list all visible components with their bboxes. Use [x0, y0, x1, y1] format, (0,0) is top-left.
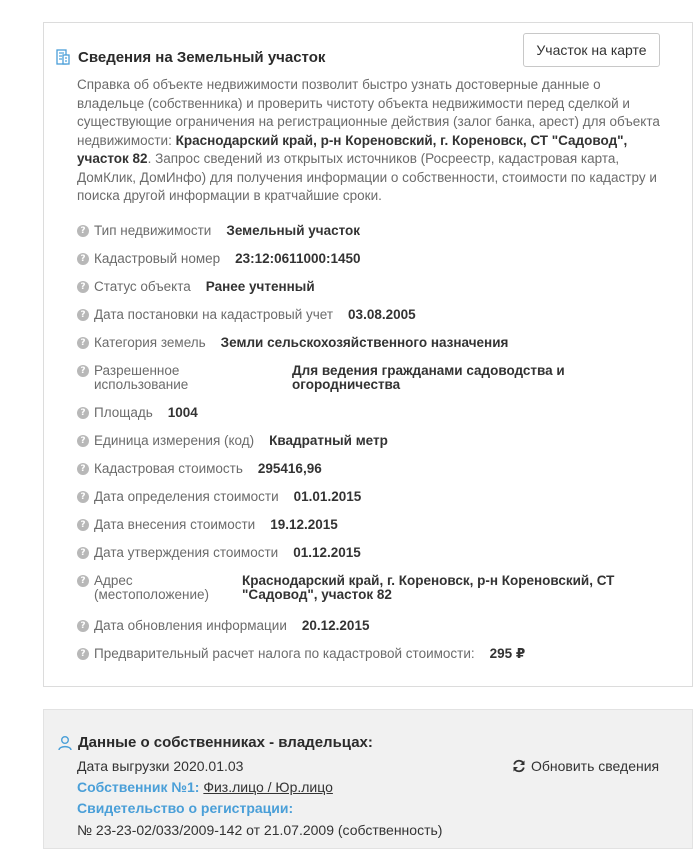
property-row-tax-estimate	[77, 647, 525, 661]
property-label: Предварительный расчет налога по кадастровой стоимости:	[94, 646, 475, 661]
property-row-cadastral-number	[77, 252, 361, 266]
property-label: Категория земель	[94, 335, 206, 350]
land-plot-card-header	[55, 47, 325, 67]
help-icon[interactable]: ?	[77, 547, 89, 559]
property-label: Разрешенное использование	[94, 363, 189, 392]
help-icon[interactable]: ?	[77, 281, 89, 293]
description-text-end: . Запрос сведений из открытых источников (Росреестр, кадастровая карта, ДомКлик, ДомИнфо) для получения информации о собственности, стоимости по кадастру и поиска другой информации в кратчайшие сроки.	[77, 151, 657, 203]
plot-on-map-button[interactable]: Участок на карте	[523, 33, 660, 67]
description-text-start: Справка об объекте недвижимости позволит быстро узнать достоверные данные о владельце (собственника) и проверить чистоту объекта недвижимости перед сделкой и существующие ограничения на регистрационные действия (залог банка, арест) для объекта недвижимости:	[77, 77, 660, 148]
refresh-info-label: Обновить сведения	[531, 758, 660, 774]
land-plot-card-title: Сведения на Земельный участок	[78, 48, 326, 66]
refresh-icon	[512, 759, 526, 773]
property-row-value-approval-date	[77, 546, 361, 560]
property-row-address	[77, 574, 627, 602]
refresh-info-button[interactable]	[512, 758, 659, 774]
property-row-area	[77, 406, 198, 420]
property-value: Ранее учтенный	[205, 279, 315, 294]
property-value: 20.12.2015	[301, 618, 370, 633]
property-value: 01.01.2015	[293, 489, 362, 504]
property-row-land-category	[77, 336, 508, 350]
property-value: 19.12.2015	[270, 517, 338, 532]
description-address: Краснодарский край, р-н Кореновский, г. Кореновск, СТ "Садовод", участок 82	[77, 132, 628, 166]
property-label: Дата утверждения стоимости	[94, 545, 279, 560]
property-row-unit	[77, 434, 388, 448]
property-value: Земельный участок	[226, 223, 361, 238]
property-value: 03.08.2005	[348, 307, 416, 322]
property-label: Дата постановки на кадастровый учет	[94, 307, 334, 322]
property-row-status	[77, 280, 315, 294]
property-label: Адрес (местоположение)	[94, 573, 210, 602]
property-value: Краснодарский край, г. Кореновск, р-н Кореновский, СТ "Садовод", участок 82	[242, 573, 615, 602]
owners-card	[43, 709, 693, 849]
owner-label: Собственник №1:	[77, 779, 200, 795]
land-plot-card	[43, 22, 693, 687]
property-row-cadastral-value	[77, 462, 322, 476]
property-label: Кадастровая стоимость	[94, 461, 243, 476]
property-row-permitted-use	[77, 364, 592, 392]
help-icon[interactable]: ?	[77, 575, 89, 587]
owner-row	[77, 779, 333, 795]
property-row-value-determination-date	[77, 490, 361, 504]
property-row-registration-date	[77, 308, 416, 322]
property-row-value-entry-date	[77, 518, 338, 532]
property-label: Тип недвижимости	[94, 223, 212, 238]
building-document-icon	[55, 49, 71, 65]
property-row-type	[77, 224, 360, 238]
property-value: Квадратный метр	[269, 433, 388, 448]
help-icon[interactable]: ?	[77, 491, 89, 503]
property-label: Статус объекта	[94, 279, 191, 294]
help-icon[interactable]: ?	[77, 225, 89, 237]
property-label: Единица измерения (код)	[94, 433, 255, 448]
help-icon[interactable]: ?	[77, 253, 89, 265]
property-value: 295416,96	[257, 461, 322, 476]
property-label: Дата определения стоимости	[94, 489, 279, 504]
property-value: 23:12:0611000:1450	[235, 251, 361, 266]
property-label: Площадь	[94, 405, 153, 420]
property-value: 01.12.2015	[293, 545, 361, 560]
property-label: Кадастровый номер	[94, 251, 221, 266]
help-icon[interactable]: ?	[77, 648, 89, 660]
export-date: Дата выгрузки 2020.01.03	[77, 758, 244, 774]
property-value: 295 ₽	[489, 646, 526, 661]
user-icon	[57, 735, 73, 751]
description-paragraph	[77, 76, 667, 206]
help-icon[interactable]: ?	[77, 365, 89, 377]
help-icon[interactable]: ?	[77, 519, 89, 531]
certificate-value: № 23-23-02/033/2009-142 от 21.07.2009 (собственность)	[77, 822, 443, 838]
certificate-label: Свидетельство о регистрации:	[77, 800, 294, 816]
owners-card-title: Данные о собственниках - владельцах:	[78, 734, 373, 751]
property-value: Для ведения гражданами садоводства и огородничества	[292, 363, 565, 392]
owner-type-link[interactable]: Физ.лицо / Юр.лицо	[203, 779, 333, 795]
property-value: 1004	[167, 405, 198, 420]
help-icon[interactable]: ?	[77, 435, 89, 447]
property-label: Дата обновления информации	[94, 618, 287, 633]
help-icon[interactable]: ?	[77, 407, 89, 419]
help-icon[interactable]: ?	[77, 620, 89, 632]
property-label: Дата внесения стоимости	[94, 517, 256, 532]
property-value: Земли сельскохозяйственного назначения	[220, 335, 509, 350]
help-icon[interactable]: ?	[77, 463, 89, 475]
property-row-update-date	[77, 619, 369, 633]
help-icon[interactable]: ?	[77, 337, 89, 349]
owners-card-header	[57, 734, 373, 751]
help-icon[interactable]: ?	[77, 309, 89, 321]
